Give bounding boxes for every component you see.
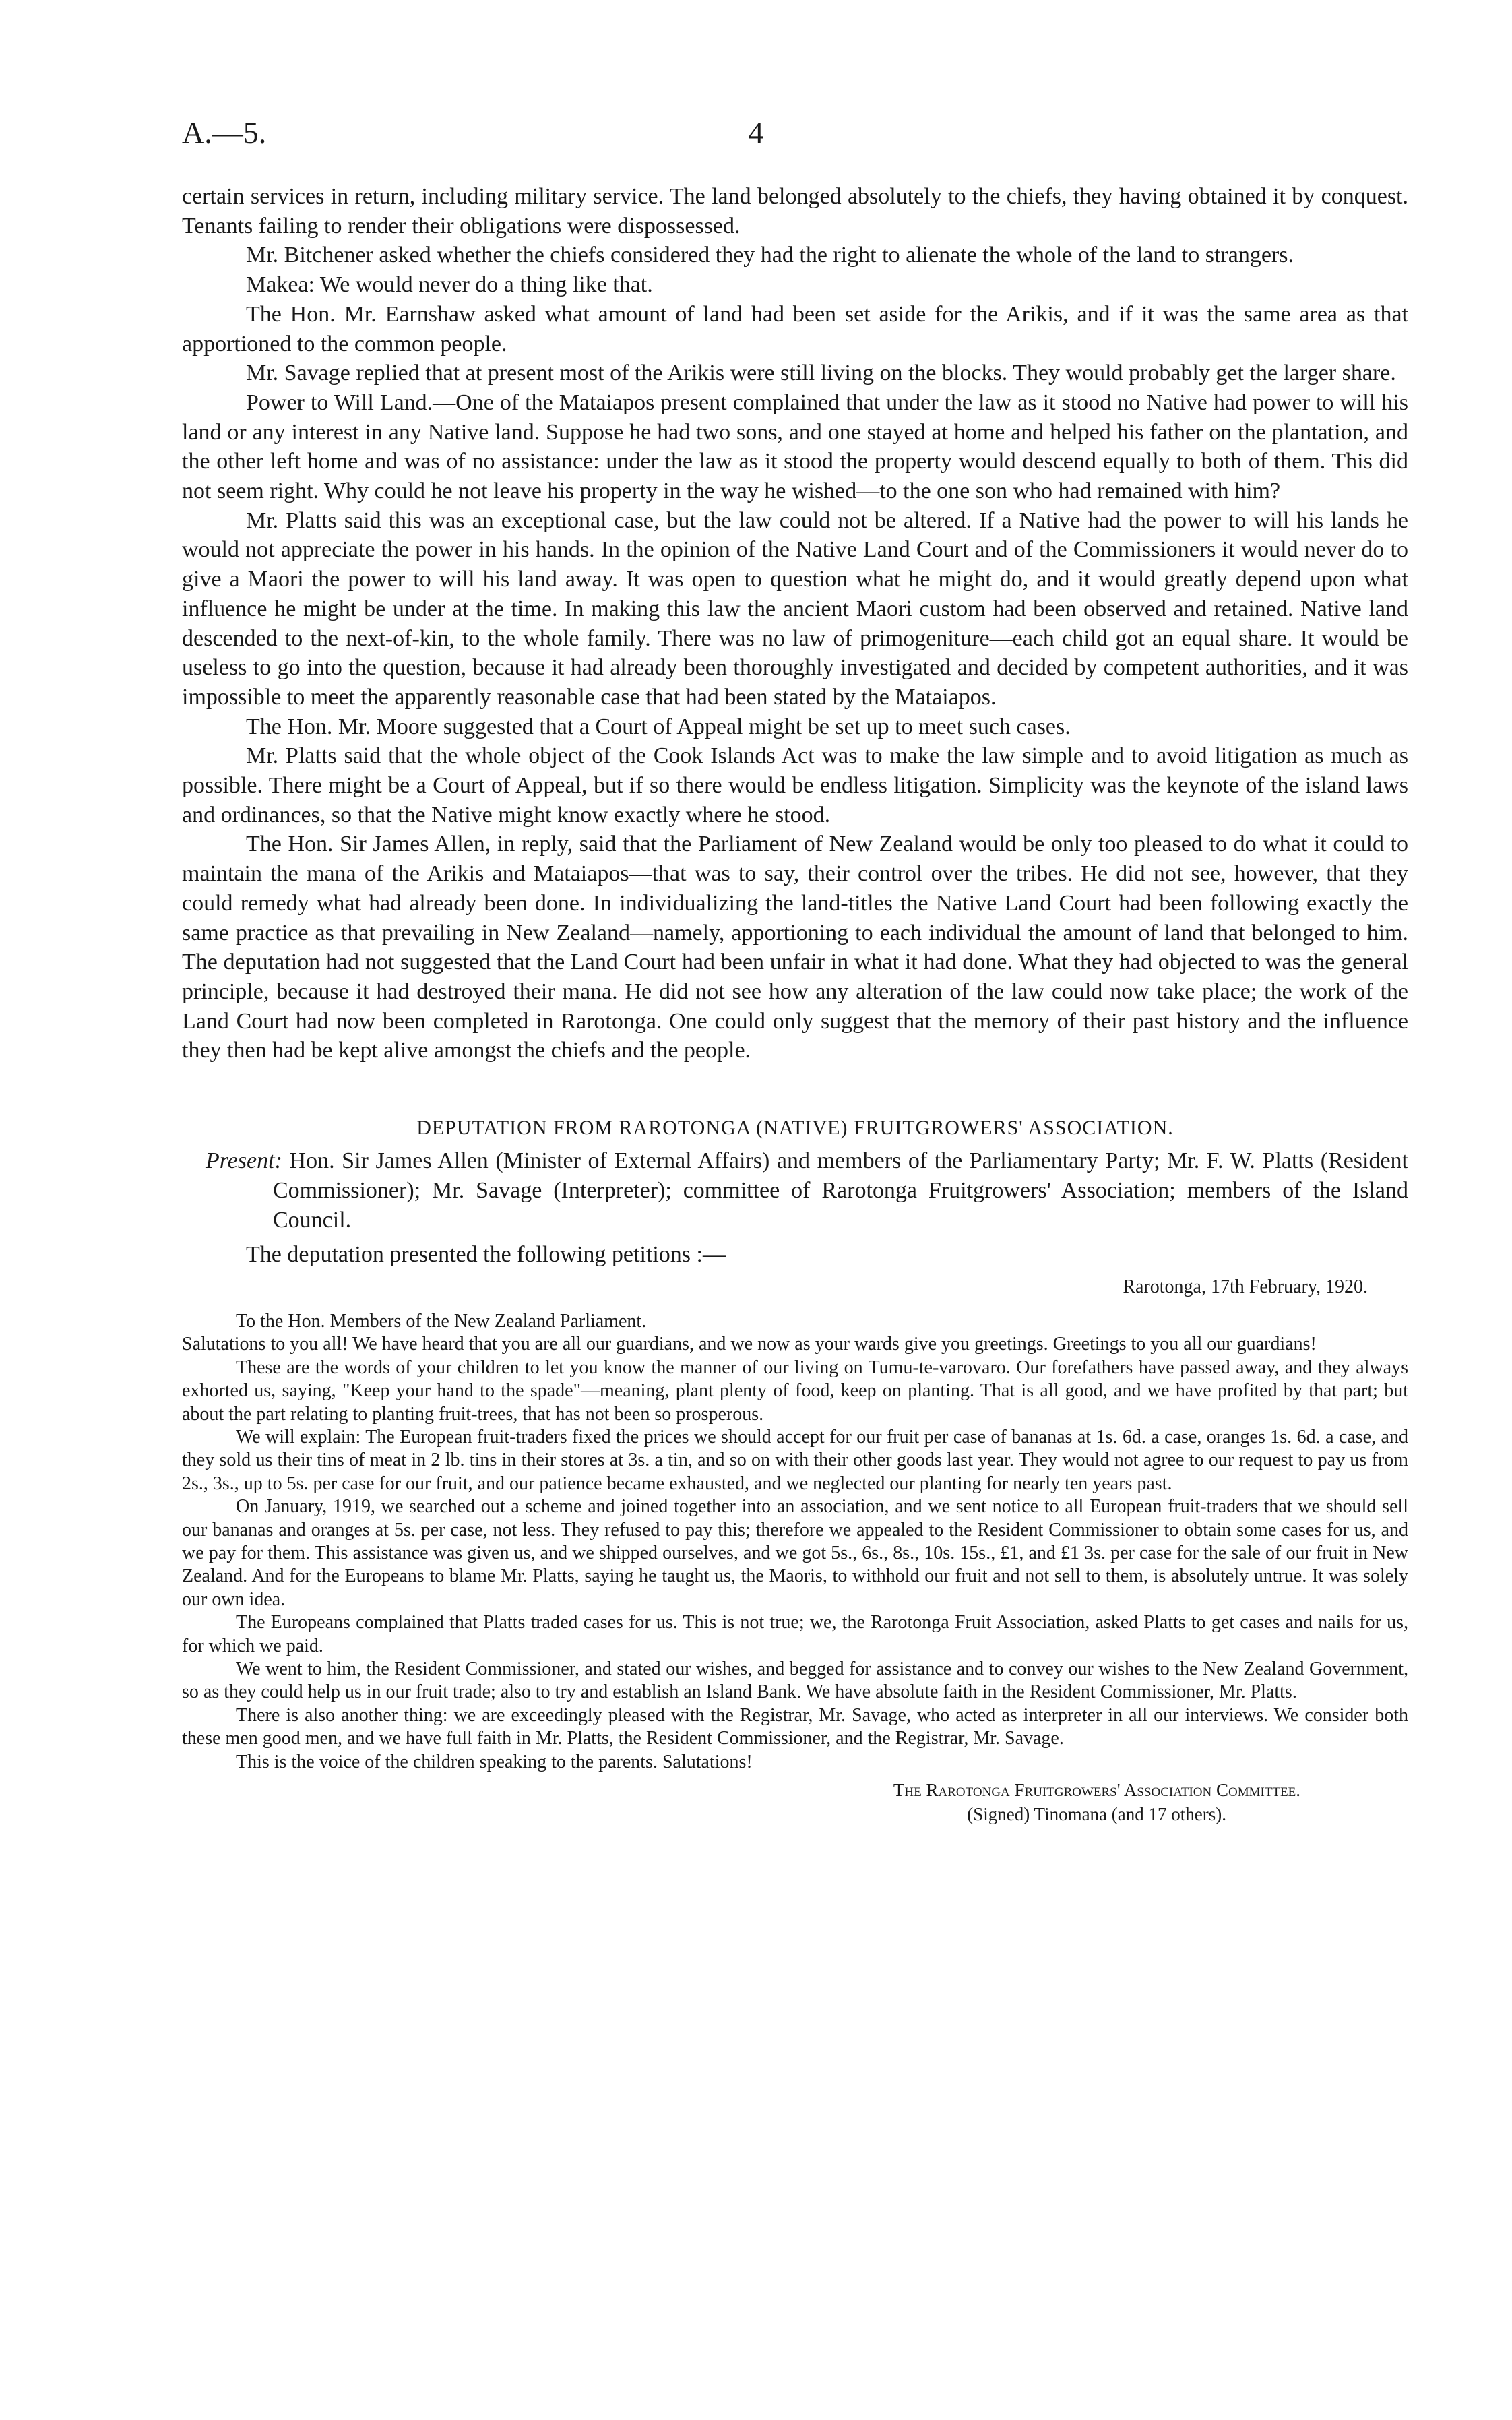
body-paragraph: Mr. Platts said that the whole object of the Cook Islands Act was to make the law simple and to avoid litigation as much as possible. There might be a Court of Appeal, but if so there would be endless litigation. Simplicity was the keynote of the island laws and ordinances, so that the Native might know exactly where he stood. [182,743,1408,828]
body-paragraph: Mr. Bitchener asked whether the chiefs considered they had the right to alienate the whole of the land to strangers. [246,243,1294,268]
signature-committee: The Rarotonga Fruitgrowers' Association Committee. [893,1780,1300,1801]
body-paragraph: certain services in return, including military service. The land belonged absolutely to the chiefs, they having obtained it by conquest. Tenants failing to render their obligations were dispossessed. [182,184,1408,239]
petition-paragraph: We will explain: The European fruit-traders fixed the prices we should accept for our fruit per case of bananas at 1s. 6d. a case, oranges 1s. 6d. a case, and they sold us their tins of meat in 2 lb. tins in their stores at 3s. a tin, and so on with their other goods last year. They would not agree to our request to pay us from 2s., 3s., up to 5s. per case for our fruit, and our patience became exhausted, and we neglected our planting for nearly ten years past. [182,1426,1408,1494]
body-paragraph: Mr. Savage replied that at present most of the Arikis were still living on the blocks. They would probably get the larger share. [246,361,1396,386]
petition-intro: The deputation presented the following petitions :— [246,1242,726,1268]
page-number: 4 [748,115,764,150]
page-header [182,115,1330,155]
body-paragraph: Power to Will Land.—One of the Mataiapos present complained that under the law as it stood no Native had power to will his land or any interest in any Native land. Suppose he had two sons, and one stayed at home and helped his father on the plantation, and the other left home and was of no assistance: under the law as it stood the property would descend equally to both of them. This did not seem right. Why could he not leave his property in the way he wished—to the one son who had remained with him? [182,390,1408,504]
body-paragraph: Makea: We would never do a thing like that. [246,272,653,298]
petition-date: Rarotonga, 17th February, 1920. [1123,1276,1368,1297]
section-heading: DEPUTATION FROM RAROTONGA (NATIVE) FRUITGROWERS' ASSOCIATION. [416,1117,1174,1140]
present-list [182,1146,1408,1235]
petition-paragraph: We went to him, the Resident Commissioner, and stated our wishes, and begged for assistance and to convey our wishes to the New Zealand Government, so as they could help us in our fruit trade; also to try and establish an Island Bank. We have absolute faith in the Resident Commissioner, Mr. Platts. [182,1658,1408,1703]
petition-paragraph: On January, 1919, we searched out a scheme and joined together into an association, and we sent notice to all European fruit-traders that we should sell our bananas and oranges at 5s. per case, not less. They refused to pay this; therefore we appealed to the Resident Commissioner to obtain some cases for us, and we pay for them. This assistance was given us, and we shipped ourselves, and we got 5s., 6s., 8s., 10s. 15s., £1, and £1 3s. per case for the sale of our fruit in New Zealand. And for the Europeans to blame Mr. Platts, saying he taught us, the Maoris, to withhold our fruit and not sell to them, is absolutely untrue. It was solely our own idea. [182,1496,1408,1610]
petition-paragraph: The Europeans complained that Platts traded cases for us. This is not true; we, the Rarotonga Fruit Association, asked Platts to get cases and nails for us, for which we paid. [182,1612,1408,1656]
page-body [182,182,1408,1826]
body-paragraph: The Hon. Mr. Earnshaw asked what amount of land had been set aside for the Arikis, and if it was the same area as that apportioned to the common people. [182,301,1408,356]
body-paragraph: The Hon. Sir James Allen, in reply, said that the Parliament of New Zealand would be only too pleased to do what it could to maintain the mana of the Arikis and Mataiapos—that was to say, their control over the tribes. He did not see, however, that they could remedy what had already been done. In individualizing the land-titles the Native Land Court had been following exactly the same practice as that prevailing in New Zealand—namely, apportioning to each individual the amount of land that belonged to him. The deputation had not suggested that the Land Court had been unfair in what it had done. What they had objected to was the general principle, because it had destroyed their mana. He did not see how any alteration of the law could now take place; the work of the Land Court had now been completed in Rarotonga. One could only suggest that the memory of their past history and the influence they then had be kept alive amongst the chiefs and the people. [182,832,1408,1063]
petition-paragraph: Salutations to you all! We have heard that you are all our guardians, and we now as your wards give you greetings. Greetings to you all our guardians! [182,1334,1317,1355]
document-id: A.—5. [182,115,267,150]
petition-block [182,1274,1408,1826]
signature-signed: (Signed) Tinomana (and 17 others). [967,1804,1226,1825]
body-paragraph: The Hon. Mr. Moore suggested that a Court of Appeal might be set up to meet such cases. [246,714,1071,739]
petition-paragraph: To the Hon. Members of the New Zealand Parliament. [236,1310,647,1332]
body-paragraph: Mr. Platts said this was an exceptional case, but the law could not be altered. If a Native had the power to will his lands he would not appreciate the power in his hands. In the opinion of the Native Land Court and of the Commissioners it would never do to give a Maori the power to will his land away. It was open to question what he might do, and it would greatly depend upon what influence he might be under at the time. In making this law the ancient Maori custom had been observed and retained. Native land descended to the next-of-kin, to the whole family. There was no law of primogeniture—each child got an equal share. It would be useless to go into the question, because it had already been thoroughly investigated and decided by competent authorities, and it was impossible to meet the apparently reasonable case that had been stated by the Mataiapos. [182,507,1408,710]
petition-paragraph: These are the words of your children to let you know the manner of our living on Tumu-te-varovaro. Our forefathers have passed away, and they always exhorted us, saying, "Keep your hand to the spade"—meaning, plant plenty of food, keep on planting. That is all good, and we have profited by that part; but about the part relating to planting fruit-trees, that has not been so prosperous. [182,1357,1408,1425]
present-label: Present: [206,1148,282,1174]
petition-paragraph: There is also another thing: we are exceedingly pleased with the Registrar, Mr. Savage, who acted as interpreter in all our interviews. We consider both these men good men, and we have full faith in Mr. Platts, the Resident Commissioner, and the Registrar, Mr. Savage. [182,1704,1408,1749]
petition-paragraph: This is the voice of the children speaking to the parents. Salutations! [236,1751,753,1772]
present-text: Hon. Sir James Allen (Minister of External Affairs) and members of the Parliamentary Party; Mr. F. W. Platts (Resident Commissioner); Mr. Savage (Interpreter); committee of Rarotonga Fruitgrowers' Association; members of the Island Council. [273,1148,1408,1233]
